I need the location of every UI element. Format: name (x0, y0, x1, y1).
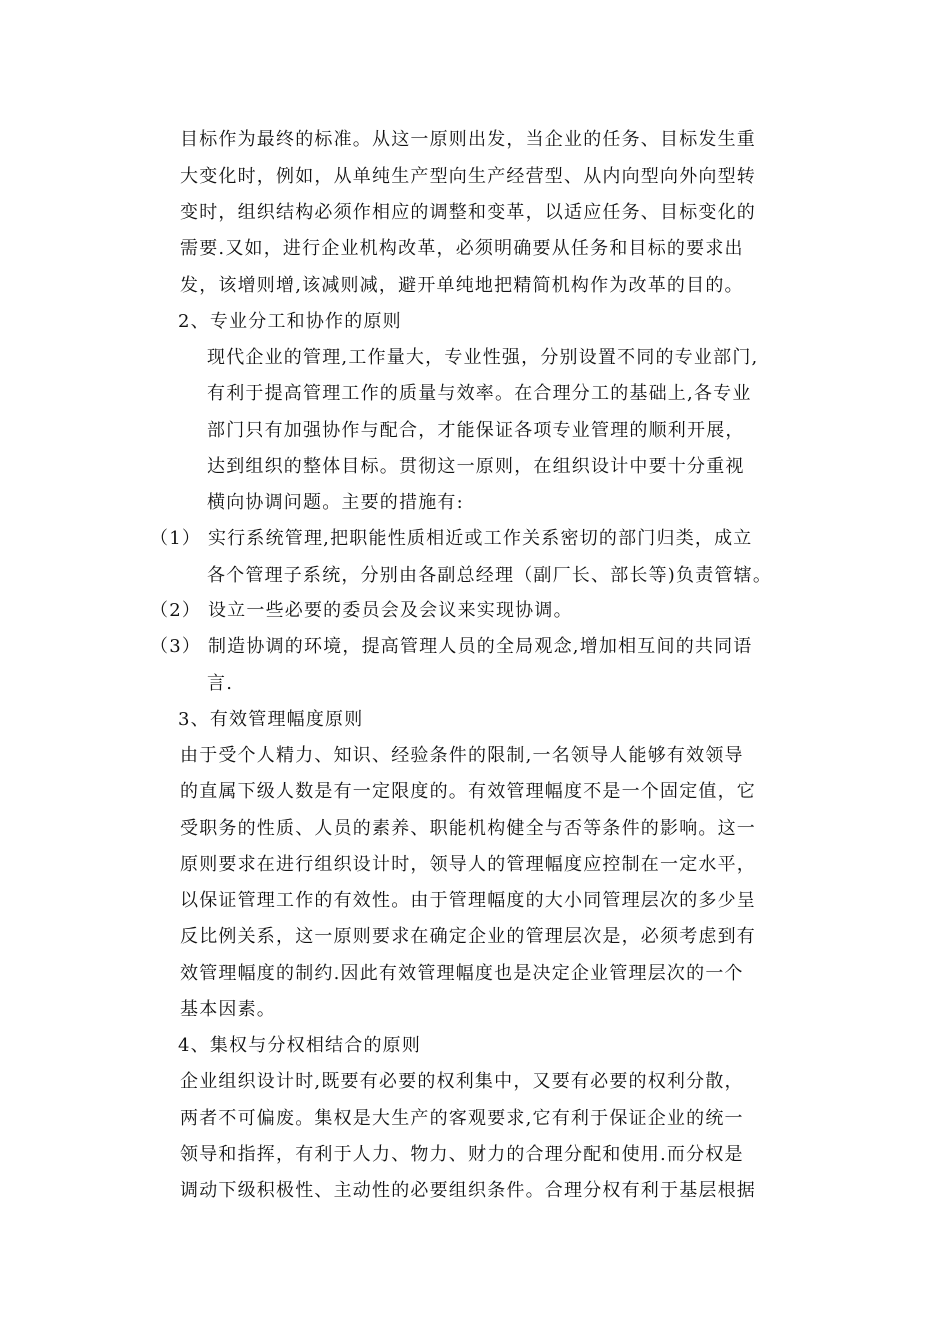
paragraph-line: 基本因素。 (180, 999, 276, 1020)
paragraph-line: 目标作为最终的标准。从这一原则出发，当企业的任务、目标发生重 (180, 129, 756, 150)
list-item: （2） 设立一些必要的委员会及会议来实现协调。 (150, 600, 573, 621)
paragraph-line: 横向协调问题。主要的措施有: (207, 492, 464, 513)
paragraph-line: 以保证管理工作的有效性。由于管理幅度的大小同管理层次的多少呈 (180, 890, 756, 911)
paragraph-line: 需要.又如，进行企业机构改革，必须明确要从任务和目标的要求出 (180, 238, 744, 259)
list-item-continuation: 各个管理子系统，分别由各副总经理（副厂长、部长等)负责管辖。 (207, 565, 773, 586)
paragraph-line: 发，该增则增,该减则减，避开单纯地把精简机构作为改革的目的。 (180, 275, 744, 296)
list-item-continuation: 言. (207, 673, 234, 694)
section-heading: 4、集权与分权相结合的原则 (178, 1035, 422, 1056)
paragraph-line: 两者不可偏废。集权是大生产的客观要求,它有利于保证企业的统一 (180, 1108, 744, 1129)
paragraph-line: 反比例关系，这一原则要求在确定企业的管理层次是，必须考虑到有 (180, 926, 756, 947)
paragraph-line: 的直属下级人数是有一定限度的。有效管理幅度不是一个固定值，它 (180, 781, 756, 802)
section-heading: 2、专业分工和协作的原则 (178, 311, 402, 332)
paragraph-line: 变时，组织结构必须作相应的调整和变革，以适应任务、目标变化的 (180, 202, 756, 223)
paragraph-line: 企业组织设计时,既要有必要的权利集中，又要有必要的权利分散， (180, 1071, 744, 1092)
list-item: （1） 实行系统管理,把职能性质相近或工作关系密切的部门归类，成立 (150, 528, 753, 549)
paragraph-line: 由于受个人精力、知识、经验条件的限制,一名领导人能够有效领导 (180, 745, 744, 766)
paragraph-line: 领导和指挥，有利于人力、物力、财力的合理分配和使用.而分权是 (180, 1144, 744, 1165)
paragraph-line: 部门只有加强协作与配合，才能保证各项专业管理的顺利开展， (207, 420, 745, 441)
paragraph-line: 原则要求在进行组织设计时，领导人的管理幅度应控制在一定水平， (180, 854, 756, 875)
paragraph-line: 受职务的性质、人员的素养、职能机构健全与否等条件的影响。这一 (180, 818, 756, 839)
paragraph-line: 效管理幅度的制约.因此有效管理幅度也是决定企业管理层次的一个 (180, 963, 744, 984)
list-item: （3） 制造协调的环境，提高管理人员的全局观念,增加相互间的共同语 (150, 636, 753, 657)
paragraph-line: 达到组织的整体目标。贯彻这一原则，在组织设计中要十分重视 (207, 456, 745, 477)
section-heading: 3、有效管理幅度原则 (178, 709, 364, 730)
paragraph-line: 现代企业的管理,工作量大，专业性强，分别设置不同的专业部门, (207, 347, 759, 368)
paragraph-line: 大变化时，例如，从单纯生产型向生产经营型、从内向型向外向型转 (180, 166, 756, 187)
paragraph-line: 有利于提高管理工作的质量与效率。在合理分工的基础上,各专业 (207, 383, 752, 404)
paragraph-line: 调动下级积极性、主动性的必要组织条件。合理分权有利于基层根据 (180, 1180, 756, 1201)
